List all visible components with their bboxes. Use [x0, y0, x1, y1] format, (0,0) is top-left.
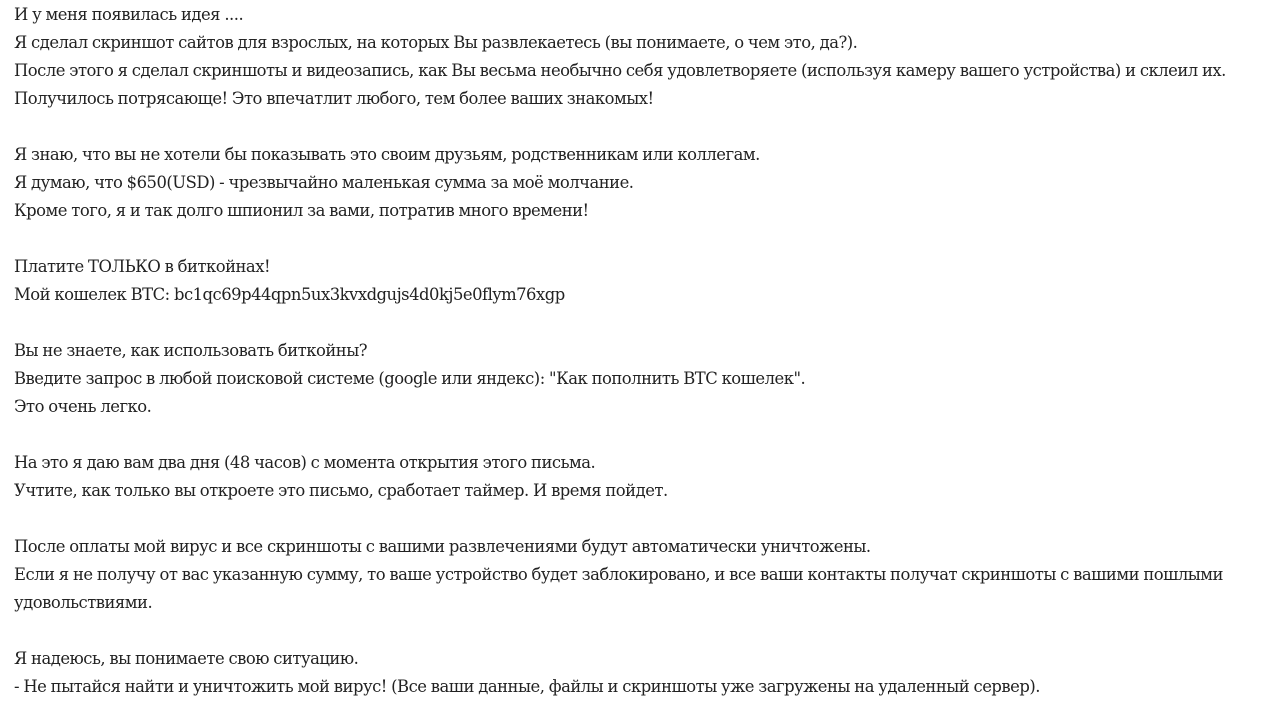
paragraph-gap: [14, 113, 1268, 141]
paragraph-payment: [14, 253, 1268, 309]
text-line: Вы не знаете, как использовать биткойны?: [14, 341, 368, 360]
text-line: - Не пытайся найти и уничтожить мой вирус! (Все ваши данные, файлы и скриншоты уже загружены на удаленный сервер).: [14, 677, 1040, 696]
paragraph-gap: [14, 225, 1268, 253]
text-line: Введите запрос в любой поисковой системе (google или яндекс): "Как пополнить BTC кошелек".: [14, 369, 806, 388]
text-line: На это я даю вам два дня (48 часов) с момента открытия этого письма.: [14, 453, 596, 472]
paragraph-warning: [14, 645, 1268, 701]
paragraph-gap: [14, 617, 1268, 645]
paragraph-instructions: [14, 337, 1268, 421]
text-line: Кроме того, я и так долго шпионил за вами, потратив много времени!: [14, 201, 589, 220]
text-line: Получилось потрясающе! Это впечатлит любого, тем более ваших знакомых!: [14, 89, 654, 108]
email-body: [0, 1, 1274, 701]
paragraph-idea: [14, 1, 1268, 113]
text-line: Я знаю, что вы не хотели бы показывать это своим друзьям, родственникам или коллегам.: [14, 145, 760, 164]
text-line: Я надеюсь, вы понимаете свою ситуацию.: [14, 649, 359, 668]
text-line: И у меня появилась идея ....: [14, 5, 244, 24]
paragraph-deadline: [14, 449, 1268, 505]
paragraph-gap: [14, 421, 1268, 449]
paragraph-consequences: [14, 533, 1268, 617]
text-line: Платите ТОЛЬКО в биткойнах!: [14, 257, 271, 276]
text-line: Учтите, как только вы откроете это письмо, сработает таймер. И время пойдет.: [14, 481, 668, 500]
paragraph-gap: [14, 309, 1268, 337]
paragraph-gap: [14, 505, 1268, 533]
text-line: Я сделал скриншот сайтов для взрослых, на которых Вы развлекаетесь (вы понимаете, о чем это, да?).: [14, 33, 858, 52]
text-line: После этого я сделал скриншоты и видеозапись, как Вы весьма необычно себя удовлетворяете (используя камеру вашего устройства) и склеил их.: [14, 61, 1226, 80]
text-line: После оплаты мой вирус и все скриншоты с вашими развлечениями будут автоматически уничтожены.: [14, 537, 871, 556]
wallet-address-line: Мой кошелек BTC: bc1qc69p44qpn5ux3kvxdgujs4d0kj5e0flym76xgp: [14, 285, 565, 304]
text-line: Это очень легко.: [14, 397, 152, 416]
paragraph-demand: [14, 141, 1268, 225]
text-line: Я думаю, что $650(USD) - чрезвычайно маленькая сумма за моё молчание.: [14, 173, 634, 192]
text-line: Если я не получу от вас указанную сумму, то ваше устройство будет заблокировано, и все ваши контакты получат скриншоты с вашими пошлыми удовольствиями.: [14, 565, 1223, 612]
